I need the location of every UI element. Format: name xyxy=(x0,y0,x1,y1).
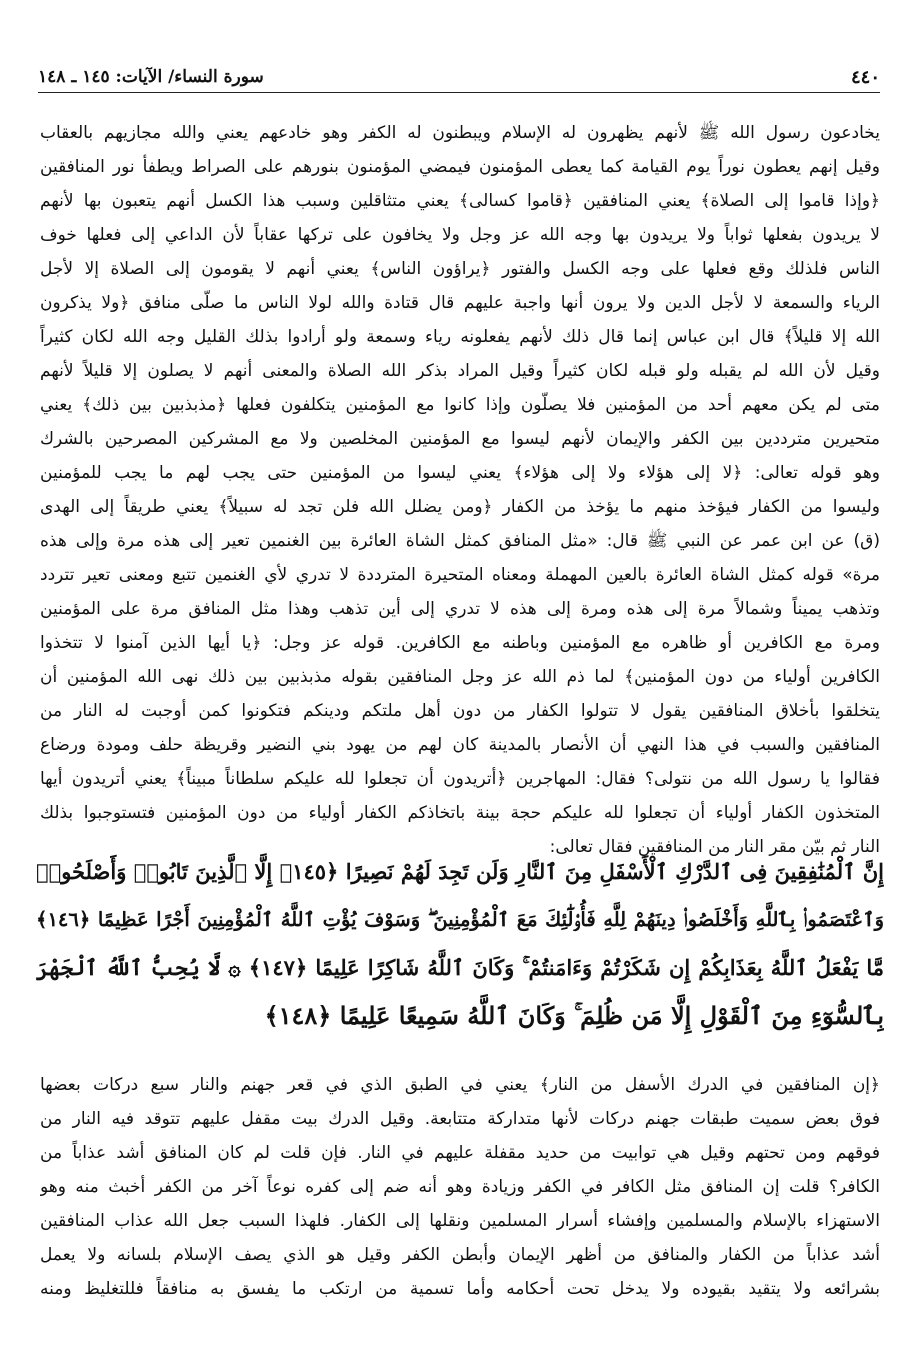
text-line: بشرائعه ولا يتقيد بقيوده ولا يدخل تحت أحكامه وأما تسمية من ارتكب ما يفسق به منافقاً فللتغليظ ومنه xyxy=(40,1279,880,1299)
page-header xyxy=(38,62,880,93)
text-line: وهو قوله تعالى: ﴿لا إلى هؤلاء ولا إلى هؤلاء﴾ يعني ليسوا من المؤمنين حتى يجب لهم ما يجب للمؤمنين xyxy=(40,463,880,483)
quran-verses-block xyxy=(36,848,884,1040)
text-line: يخادعون رسول الله ﷺ لأنهم يظهرون له الإسلام ويبطنون له الكفر وهو خادعهم يعني والله مجازيهم بالعقاب xyxy=(40,123,880,143)
verse-line: مَّا يَفْعَلُ ٱللَّهُ بِعَذَابِكُمْ إِن شَكَرْتُمْ وَءَامَنتُمْ ۚ وَكَانَ ٱللَّهُ شَاكِرًا عَلِيمًا ﴿١٤٧﴾ ۞ لَّا يُحِبُّ ٱللَّهُ ٱلْجَهْرَ xyxy=(36,955,884,980)
text-line: ﴿وإذا قاموا إلى الصلاة﴾ يعني المنافقين ﴿قاموا كسالى﴾ يعني متثاقلين وسبب هذا الكسل أنهم يتعبون بها لأنهم xyxy=(40,191,880,211)
verse-line: وَٱعْتَصَمُوا۟ بِٱللَّهِ وَأَخْلَصُوا۟ دِينَهُمْ لِلَّهِ فَأُو۟لَٰٓئِكَ مَعَ ٱلْمُؤْمِنِينَ ۖ وَسَوْفَ يُؤْتِ ٱللَّهُ ٱلْمُؤْمِنِينَ أَجْرًا عَظِيمًا ﴿١٤٦﴾ xyxy=(36,908,884,931)
surah-reference: سورة النساء/ الآيات: ١٤٥ ـ ١٤٨ xyxy=(38,67,264,87)
text-line: الكافر؟ قلت إن المنافق مثل الكافر في الكفر وزيادة وهو أنه ضم إلى كفره نوعاً آخر من الكفر أخبث منه وهو xyxy=(40,1177,880,1197)
text-line: الكافرين أولياء من دون المؤمنين﴾ لما ذم الله عز وجل المنافقين بقوله مذبذبين بين ذلك نهى الله المؤمنين أن xyxy=(40,667,880,687)
commentary-paragraph-1 xyxy=(40,116,880,864)
text-line: فقالوا يا رسول الله من نتولى؟ فقال: المهاجرين ﴿أتريدون أن تجعلوا لله عليكم سلطاناً مبيناً﴾ يعني أتريدون أيها xyxy=(40,769,880,789)
verse-line: إِنَّ ٱلْمُنَٰفِقِينَ فِى ٱلدَّرْكِ ٱلْأَسْفَلِ مِنَ ٱلنَّارِ وَلَن تَجِدَ لَهُمْ نَصِيرًا ﴿١٤٥﴾ إِلَّا ٱلَّذِينَ تَابُوا۟ وَأَصْلَحُوا۟ xyxy=(36,859,884,884)
text-line: الناس فلذلك وقع فعلها على وجه الكسل والفتور ﴿يراؤون الناس﴾ يعني أنهم لا يقومون إلى الصلاة إلا لأجل xyxy=(40,259,880,279)
text-line: مرة» قوله كمثل الشاة العائرة بالعين المهملة ومعناه المتحيرة المترددة لا تدري لأي الغنمين تتبع ومعنى تعير تتردد xyxy=(40,565,880,585)
text-line: الرياء والسمعة لا لأجل الدين ولا يرون أنها واجبة عليهم قال قتادة والله لولا الناس ما صلّى منافق ﴿ولا يذكرون xyxy=(40,293,880,313)
text-line: وقيل إنهم يعطون نوراً يوم القيامة كما يعطى المؤمنون فيمضي المؤمنون بنورهم على الصراط ويطفأ نور المنافقين xyxy=(40,157,880,177)
text-line: فوق بعض سميت طبقات جهنم دركات لأنها متداركة متتابعة. وقيل الدرك بيت مقفل عليهم تتوقد فيه النار من xyxy=(40,1109,880,1129)
text-line: ﴿إن المنافقين في الدرك الأسفل من النار﴾ يعني في الطبق الذي في قعر جهنم والنار سبع دركات بعضها xyxy=(40,1075,880,1095)
text-line: النار ثم بيّن مقر النار من المنافقين فقال تعالى: xyxy=(549,837,880,857)
text-line: يتخلقوا بأخلاق المنافقين يقول لا تتولوا الكفار من دون أهل ملتكم ودينكم فتكونوا كمن أوجبت له النار من xyxy=(40,701,880,721)
text-line: المتخذون الكفار أولياء أن تجعلوا لله عليكم حجة بينة باتخاذكم الكفار أولياء من دون المؤمنين فتستوجبوا بذلك xyxy=(40,803,880,823)
text-line: فوقهم ومن تحتهم وقيل هي توابيت من حديد مقفلة عليهم في النار. فإن قلت لم كان المنافق أشد عذاباً من xyxy=(40,1143,880,1163)
verse-line: بِٱلسُّوٓءِ مِنَ ٱلْقَوْلِ إِلَّا مَن ظُلِمَ ۚ وَكَانَ ٱللَّهُ سَمِيعًا عَلِيمًا ﴿١٤٨﴾ xyxy=(264,1001,884,1030)
text-line: ومرة مع الكافرين أو ظاهره مع المؤمنين وباطنه مع الكافرين. قوله عز وجل: ﴿يا أيها الذين آمنوا لا تتخذوا xyxy=(40,633,880,653)
text-line: (ق) عن ابن عمر عن النبي ﷺ قال: «مثل المنافق كمثل الشاة العائرة بين الغنمين تعير إلى هذه مرة وإلى هذه xyxy=(40,531,880,551)
text-line: وليسوا من الكفار فيؤخذ منهم ما يؤخذ من الكفار ﴿ومن يضلل الله فلن تجد له سبيلاً﴾ يعني طريقاً إلى الهدى xyxy=(40,497,880,517)
text-line: لا يريدون بفعلها ثواباً ولا يريدون بها وجه الله عز وجل ولا يخافون على تركها عقاباً لأن الداعي إلى فعلها خوف xyxy=(40,225,880,245)
text-line: وتذهب يميناً وشمالاً مرة إلى هذه ومرة إلى هذه لا تدري إلى أين تذهب وهذا مثل المنافق مرة على المؤمنين xyxy=(40,599,880,619)
text-line: متحيرين مترددين بين الكفر والإيمان لأنهم ليسوا مع المؤمنين المخلصين ولا مع المشركين المصرحين بالشرك xyxy=(40,429,880,449)
commentary-paragraph-2 xyxy=(40,1068,880,1306)
page-number: ٤٤٠ xyxy=(850,66,880,88)
text-line: الله إلا قليلاً﴾ قال ابن عباس إنما قال ذلك لأنهم يفعلونه رياء وسمعة ولو أرادوا بذلك القليل وجه الله لكان كثيراً xyxy=(40,327,880,347)
text-line: أشد عذاباً من الكفار والمنافق من أظهر الإيمان وأبطن الكفر وقيل هو الذي يصف الإسلام بلسانه ولا يعمل xyxy=(40,1245,880,1265)
text-line: وقيل لأن الله لم يقبله ولو قبله لكان كثيراً وقيل المراد بذكر الله الصلاة والمعنى أنهم لا يصلون إلا قليلاً لأنهم xyxy=(40,361,880,381)
text-line: متى لم يكن معهم أحد من المؤمنين فلا يصلّون وإذا كانوا مع المؤمنين يتكلفون فعلها ﴿مذبذبين بين ذلك﴾ يعني xyxy=(40,395,880,415)
text-line: المنافقين والسبب في هذا النهي أن الأنصار بالمدينة كان لهم من يهود بني النضير وقريظة حلف ومودة ورضاع xyxy=(40,735,880,755)
text-line: الاستهزاء بالإسلام والمسلمين وإفشاء أسرار المسلمين ونقلها إلى الكفار. فلهذا السبب جعل الله عذاب المنافقين xyxy=(40,1211,880,1231)
